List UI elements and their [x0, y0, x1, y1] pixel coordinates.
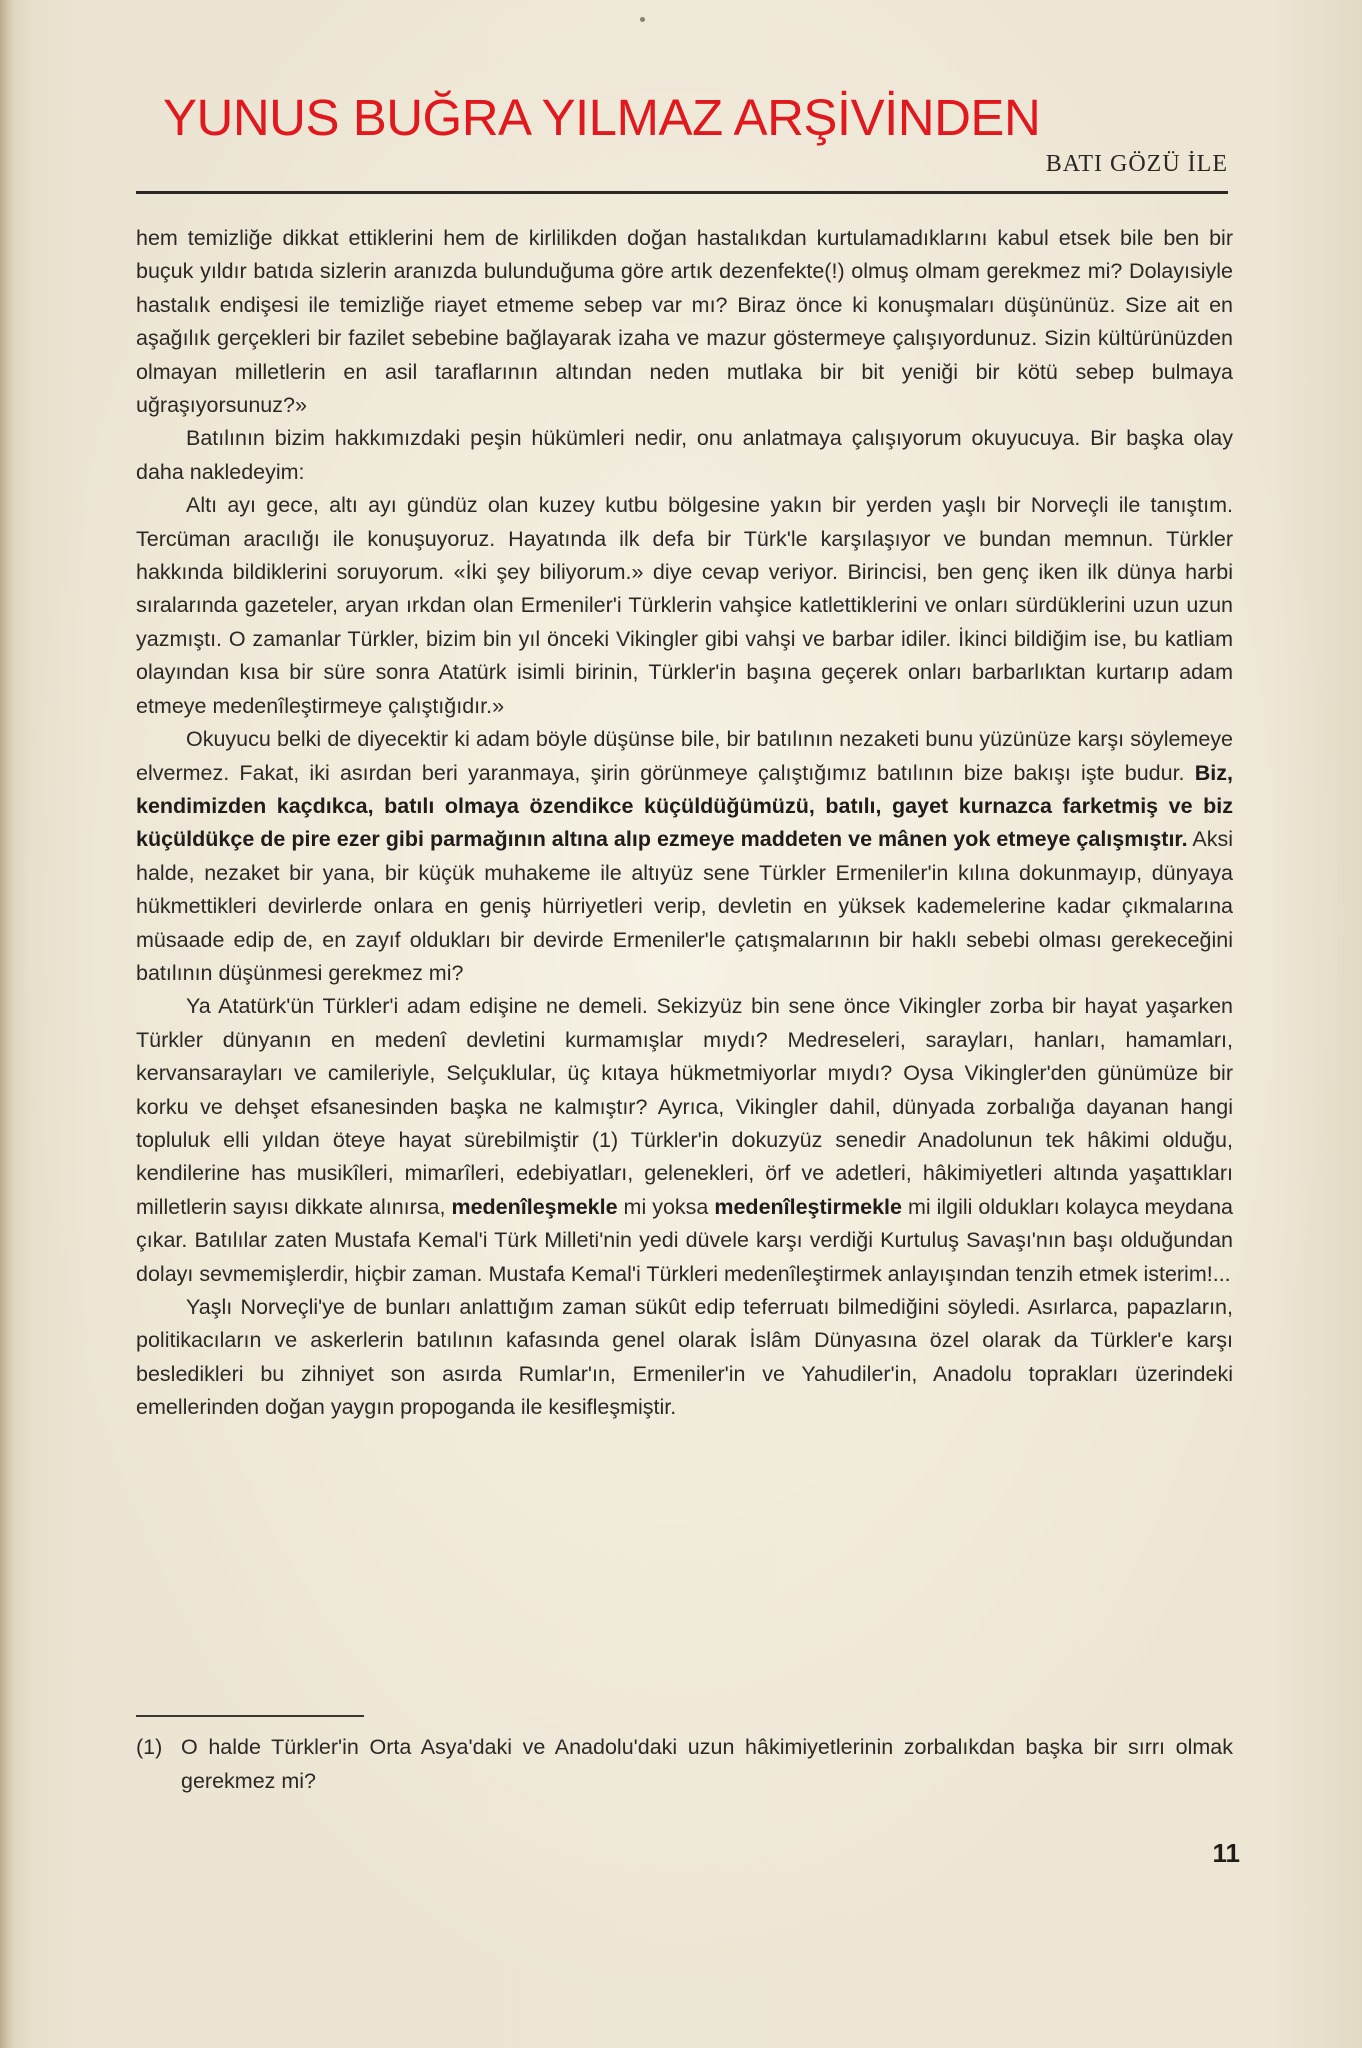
- paragraph: [136, 222, 1233, 422]
- footnote: [136, 1730, 1233, 1798]
- paragraph: [136, 1291, 1233, 1425]
- text-segment: Aksi halde, nezaket bir yana, bir küçük muhakeme ile altıyüz sene Türkler Ermeniler'in kılına dokunmayıp, dünyaya hükmettikleri devirlerde onlara en geniş hürriyetleri verip, devletin en yüksek kademelerine kadar çıkmalarına müsaade edip de, en zayıf oldukları bir devirde Ermeniler'le çatışmalarının bir haklı sebebi olması gerekeceğini batılının düşünmesi gerekmez mi?: [136, 827, 1233, 985]
- body-text: [136, 222, 1233, 1425]
- bold-text-segment: medenîleştirmekle: [714, 1194, 902, 1219]
- paragraph: [136, 723, 1233, 990]
- paragraph: [136, 422, 1233, 489]
- text-segment: Ya Atatürk'ün Türkler'i adam edişine ne demeli. Sekizyüz bin sene önce Vikingler zorba bir hayat yaşarken Türkler dünyanın en medenî devletini kurmamışlar mıydı? Medreseleri, sarayları, hanları, hamamları, kervansarayları ve camileriyle, Selçuklular, üç kıtaya hükmetmiyorlar mıydı? Oysa Vikingler'den günümüze bir korku ve dehşet efsanesinden başka ne kalmıştır? Ayrıca, Vikingler dahil, dünyada zorbalığa dayanan hangi topluluk elli yıldan öteye hayat sürebilmiştir (1) Türkler'in dokuzyüz senedir Anadolunun tek hâkimi olduğu, kendilerine has musikîleri, mimarîleri, edebiyatları, gelenekleri, örf ve adetleri, hâkimiyetleri altında yaşattıkları milletlerin sayısı dikkate alınırsa,: [136, 994, 1233, 1219]
- paragraph: [136, 990, 1233, 1291]
- footnote-text: O halde Türkler'in Orta Asya'daki ve Anadolu'daki uzun hâkimiyetlerinin zorbalıkdan başka bir sırrı olmak gerekmez mi?: [181, 1735, 1233, 1793]
- text-segment: Yaşlı Norveçli'ye de bunları anlattığım zaman sükût edip teferruatı bilmediğini söyledi. Asırlarca, papazların, politikacıların ve askerlerin batılının kafasında genel olarak İslâm Dünyasına özel olarak da Türkler'e karşı besledikleri bu zihniyet son asırda Rumlar'ın, Ermeniler'in ve Yahudiler'in, Anadolu toprakları üzerindeki emellerinden doğan yaygın propoganda ile kesifleşmiştir.: [136, 1295, 1233, 1420]
- text-segment: Altı ayı gece, altı ayı gündüz olan kuzey kutbu bölgesine yakın bir yerden yaşlı bir Norveçli ile tanıştım. Tercüman aracılığı ile konuşuyoruz. Hayatında ilk defa bir Türk'le karşılaşıyor ve bundan memnun. Türkler hakkında bildiklerini soruyorum. «İki şey biliyorum.» diye cevap veriyor. Birincisi, ben genç iken ilk dünya harbi sıralarında gazeteler, aryan ırkdan olan Ermeniler'i Türklerin vahşice katlettiklerini ve onları sürdüklerini uzun uzun yazmıştı. O zamanlar Türkler, bizim bin yıl önceki Vikingler gibi vahşi ve barbar idiler. İkinci bildiğim ise, bu katliam olayından kısa bir süre sonra Atatürk isimli birinin, Türkler'in başına geçerek onları barbarlıktan kurtarıp adam etmeye medenîleştirmeye çalıştığıdır.»: [136, 493, 1233, 718]
- bold-text-segment: medenîleşmekle: [451, 1194, 618, 1219]
- page-binding-edge: [0, 0, 14, 2048]
- text-segment: Okuyucu belki de diyecektir ki adam böyle düşünse bile, bir batılının nezaketi bunu yüzünüze karşı söylemeye elvermez. Fakat, iki asırdan beri yaranmaya, şirin görünmeye çalıştığımız batılının bize bakışı işte budur.: [136, 727, 1233, 785]
- text-segment: hem temizliğe dikkat ettiklerini hem de kirlilikden doğan hastalıkdan kurtulamadıklarını kabul etsek bile ben bir buçuk yıldır batıda sizlerin aranızda bulunduğuma göre artık dezenfekte(!) olmuş olmam gerekmez mi? Dolayısiyle hastalık endişesi ile temizliğe riayet etmeme sebep var mı? Biraz önce ki konuşmaları düşününüz. Size ait en aşağılık gerçekleri bir fazilet sebebine bağlayarak izaha ve mazur göstermeye çalışıyordunuz. Sizin kültürünüzden olmayan milletlerin en asil taraflarının altından neden mutlaka bir bit yeniği bir kötü sebep bulmaya uğraşıyorsunuz?»: [136, 226, 1233, 418]
- bold-text-segment: Biz, kendimizden kaçdıkca, batılı olmaya özendikce küçüldüğümüzü, batılı, gayet kurnazca farketmiş ve biz küçüldükçe de pire ezer gibi parmağının altına alıp ezmeye maddeten ve mânen yok etmeye çalışmıştır.: [136, 760, 1233, 852]
- print-speck: [640, 17, 645, 22]
- text-segment: Batılının bizim hakkımızdaki peşin hükümleri nedir, onu anlatmaya çalışıyorum okuyucuya. Bir başka olay daha nakledeyim:: [136, 426, 1233, 484]
- footnote-rule: [136, 1715, 364, 1717]
- page-number: 11: [1212, 1838, 1240, 1868]
- archive-title: YUNUS BUĞRA YILMAZ ARŞİVİNDEN: [163, 89, 1041, 146]
- running-head: BATI GÖZÜ İLE: [1045, 151, 1228, 177]
- text-segment: mi yoksa: [617, 1194, 715, 1219]
- paragraph: [136, 489, 1233, 723]
- header-rule: [136, 191, 1228, 194]
- footnote-mark: (1): [136, 1735, 163, 1759]
- text-segment: mi ilgili oldukları kolayca meydana çıkar. Batılılar zaten Mustafa Kemal'i Türk Milleti'nin yedi düvele karşı verdiği Kurtuluş Savaşı'nın başı olduğundan dolayı sevmemişlerdir, hiçbir zaman. Mustafa Kemal'i Türkleri medenîleştirmek anlayışından tenzih etmek isterim!...: [136, 1194, 1233, 1286]
